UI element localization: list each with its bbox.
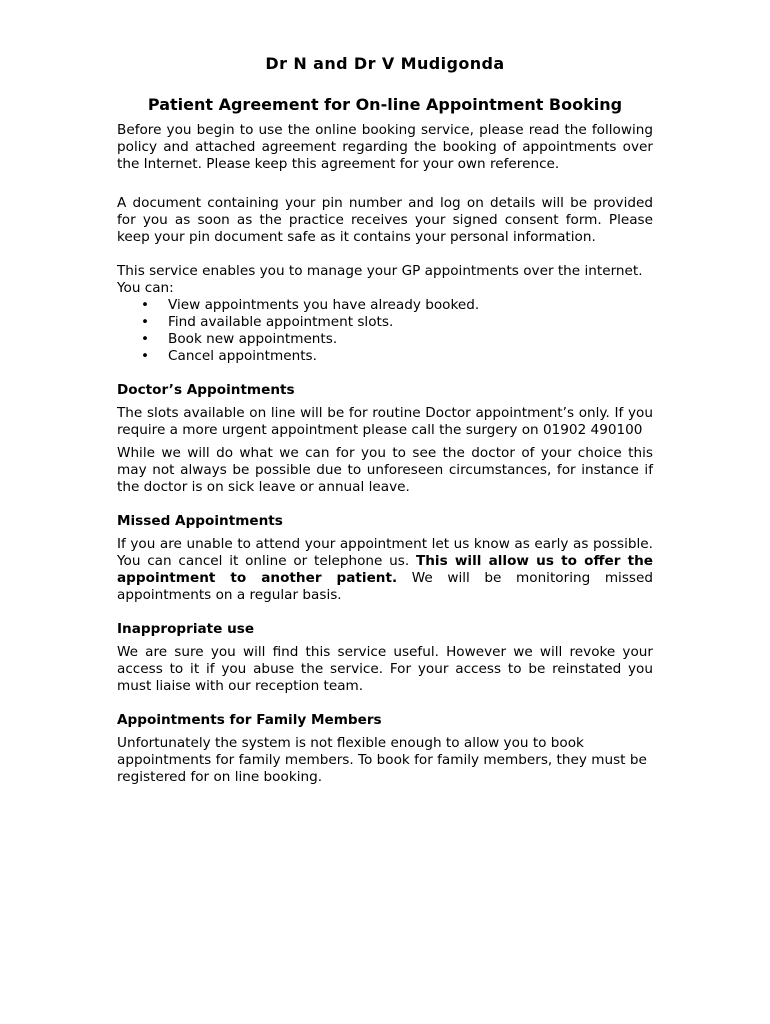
- intro-paragraph-3: This service enables you to manage your GP appointments over the internet.: [117, 263, 643, 279]
- inappropriate-heading: Inappropriate use: [117, 621, 255, 637]
- bullet-icon: •: [141, 297, 150, 313]
- family-heading: Appointments for Family Members: [117, 712, 382, 728]
- missed-heading: Missed Appointments: [117, 513, 283, 529]
- intro-paragraph-1: Before you begin to use the online booking service, please read the following policy and attached agreement regarding the booking of appointments over the Internet. Please keep this agreement for your own reference.: [117, 122, 653, 172]
- family-paragraph: Unfortunately the system is not flexible enough to allow you to book appointments for family members. To book for family members, they must be registered for on line booking.: [117, 735, 647, 785]
- doctors-heading: Doctor’s Appointments: [117, 382, 295, 398]
- list-item: • View appointments you have already booked.: [141, 297, 480, 313]
- you-can-label: You can:: [117, 280, 174, 296]
- document-title: Dr N and Dr V Mudigonda: [265, 54, 505, 73]
- service-list: [117, 297, 653, 365]
- bullet-icon: •: [141, 348, 150, 364]
- missed-paragraph: If you are unable to attend your appointment let us know as early as possible. You can cancel it online or telephone us. This will allow us to offer the appointment to another patient. We will be monitoring missed appointments on a regular basis.: [117, 536, 653, 603]
- document-subtitle: Patient Agreement for On-line Appointment Booking: [147, 95, 623, 114]
- bullet-icon: •: [141, 331, 150, 347]
- list-item: • Find available appointment slots.: [141, 314, 394, 330]
- bullet-icon: •: [141, 314, 150, 330]
- doctors-paragraph-1: The slots available on line will be for routine Doctor appointment’s only. If you require a more urgent appointment please call the surgery on 01902 490100: [117, 405, 653, 438]
- list-item: • Cancel appointments.: [141, 348, 317, 364]
- inappropriate-paragraph: We are sure you will find this service useful. However we will revoke your access to it if you abuse the service. For your access to be reinstated you must liaise with our reception team.: [117, 644, 653, 694]
- list-item: • Book new appointments.: [141, 331, 338, 347]
- document-page: [117, 54, 653, 786]
- intro-paragraph-2: A document containing your pin number and log on details will be provided for you as soon as the practice receives your signed consent form. Please keep your pin document safe as it contains your personal information.: [117, 195, 653, 245]
- doctors-paragraph-2: While we will do what we can for you to see the doctor of your choice this may not always be possible due to unforeseen circumstances, for instance if the doctor is on sick leave or annual leave.: [117, 445, 653, 495]
